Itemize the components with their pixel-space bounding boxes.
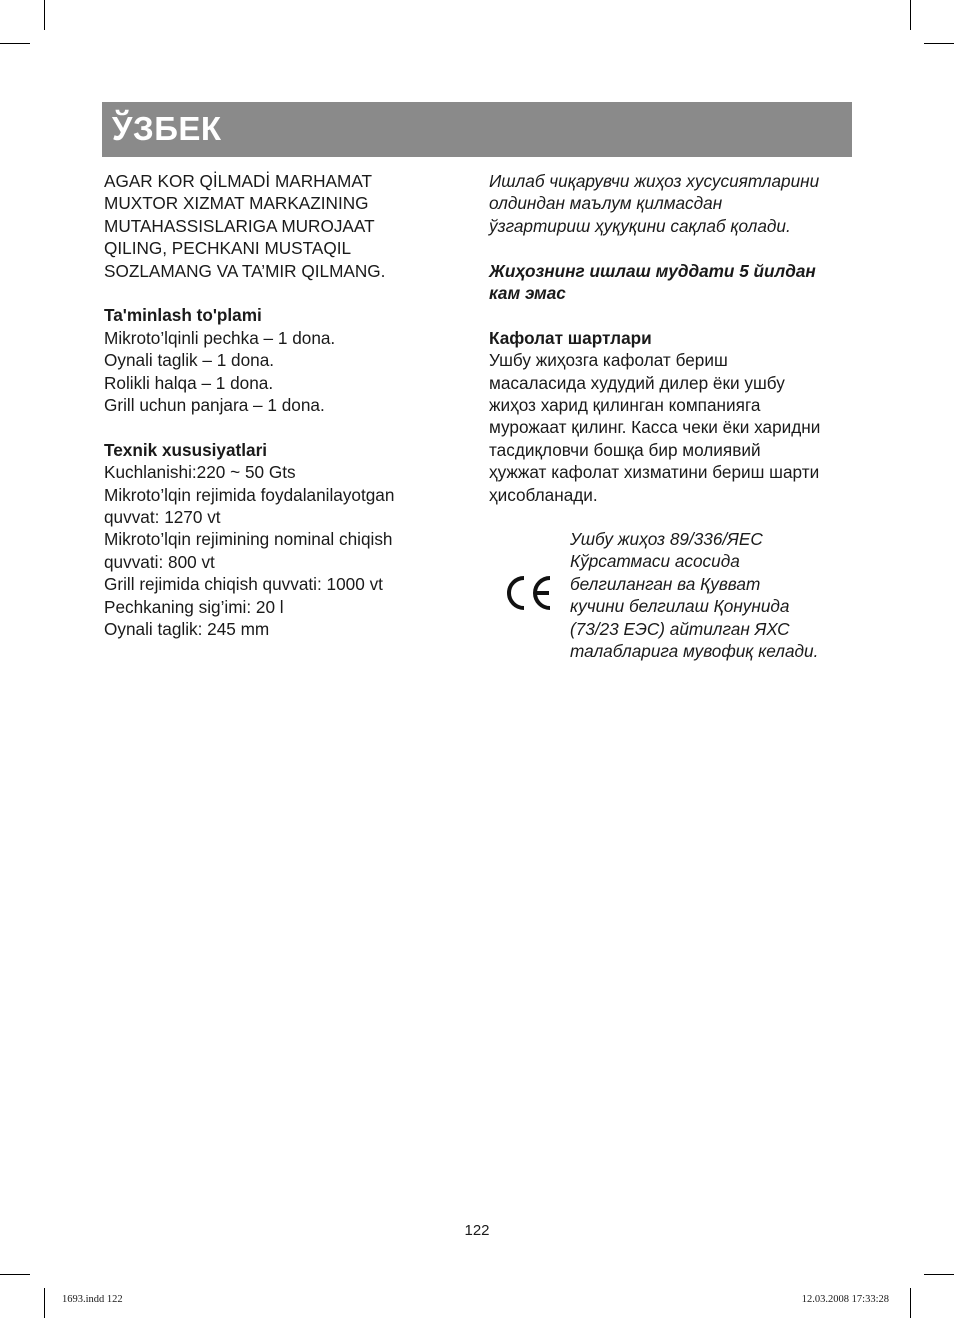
warranty-section	[489, 327, 854, 506]
section-header	[102, 102, 852, 157]
specs-heading: Texnik xususiyatlari	[104, 439, 268, 460]
ce-notice-text	[570, 528, 818, 662]
crop-mark	[910, 0, 911, 30]
warning-line: QILING, PECHKANI MUSTAQIL	[104, 238, 352, 259]
warranty-heading: Кафолат шартлари	[489, 327, 652, 348]
lifetime-line: Жиҳознинг ишлаш муддати 5 йилдан	[489, 260, 816, 281]
contents-item: Mikroto’lqinli pechka – 1 dona.	[104, 327, 336, 348]
ce-notice-line: белгиланган ва Қувват	[570, 573, 761, 594]
left-column	[104, 170, 444, 641]
warning-line: MUXTOR XIZMAT MARKAZINING	[104, 193, 369, 214]
contents-item: Rolikli halqa – 1 dona.	[104, 372, 274, 393]
spec-line: quvvat: 1270 vt	[104, 507, 221, 528]
warning-line: AGAR KOR QİLMADİ MARHAMAT	[104, 171, 373, 191]
ce-notice-line: Ушбу жиҳоз 89/336/ЯЕС	[570, 529, 763, 549]
crop-mark	[924, 1274, 954, 1275]
ce-notice	[500, 528, 860, 668]
warranty-line: Ушбу жиҳозга кафолат бериш	[489, 350, 728, 371]
contents-item: Grill uchun panjara – 1 dona.	[104, 395, 325, 416]
disclaimer-line: ўзгартириш ҳуқуқини сақлаб қолади.	[489, 215, 791, 236]
contents-item: Oynali taglik – 1 dona.	[104, 350, 275, 371]
right-column	[489, 170, 854, 506]
ce-notice-line: кучини белгилаш Қонунида	[570, 596, 790, 617]
warning-line: MUTAHASSISLARIGA MUROJAAT	[104, 215, 375, 236]
disclaimer-line: Ишлаб чиқарувчи жиҳоз хусусиятларини	[489, 171, 820, 191]
spec-line: Mikroto’lqin rejimida foydalanilayotgan	[104, 484, 395, 505]
spec-line: quvvati: 800 vt	[104, 551, 215, 572]
slug-file-info: 1693.indd 122	[62, 1294, 123, 1305]
spec-line: Kuchlanishi:220 ~ 50 Gts	[104, 462, 296, 483]
ce-notice-line: талабларига мувофиқ келади.	[570, 641, 819, 662]
spec-line: Mikroto’lqin rejimining nominal chiqish	[104, 529, 393, 550]
warranty-line: мурожаат қилинг. Касса чеки ёки харидни	[489, 417, 821, 438]
warranty-line: масаласида худудий дилер ёки ушбу	[489, 372, 785, 393]
crop-mark	[0, 1274, 30, 1275]
spec-line: Pechkaning sig’imi: 20 l	[104, 596, 284, 617]
page-number: 122	[464, 1222, 490, 1239]
warranty-line: ҳужжат кафолат хизматини бериш шарти	[489, 462, 820, 483]
crop-mark	[44, 1288, 45, 1318]
ce-mark-icon	[504, 574, 554, 612]
contents-section	[104, 304, 444, 416]
crop-mark	[924, 43, 954, 44]
warranty-line: ҳисобланади.	[489, 484, 598, 505]
ce-notice-line: Кўрсатмаси асосида	[570, 551, 740, 572]
contents-heading: Ta'minlash to'plami	[104, 305, 262, 326]
crop-mark	[44, 0, 45, 30]
lifetime-paragraph	[489, 260, 854, 305]
spec-line: Grill rejimida chiqish quvvati: 1000 vt	[104, 574, 383, 595]
crop-mark	[0, 43, 30, 44]
disclaimer-line: олдиндан маълум қилмасдан	[489, 193, 723, 214]
warning-line: SOZLAMANG VA TA’MIR QILMANG.	[104, 260, 386, 281]
page-title: ЎЗБЕК	[112, 110, 222, 147]
slug-timestamp: 12.03.2008 17:33:28	[801, 1294, 889, 1305]
lifetime-line: кам эмас	[489, 283, 566, 304]
spec-line: Oynali taglik: 245 mm	[104, 619, 270, 640]
warranty-line: жиҳоз харид қилинган компанияга	[489, 395, 761, 416]
warranty-line: тасдиқловчи бошқа бир молиявий	[489, 439, 761, 460]
ce-notice-line: (73/23 ЕЭС) айтилган ЯХС	[570, 618, 790, 639]
warning-paragraph	[104, 170, 444, 282]
crop-mark	[910, 1288, 911, 1318]
disclaimer-paragraph	[489, 170, 854, 237]
specs-section	[104, 439, 444, 641]
